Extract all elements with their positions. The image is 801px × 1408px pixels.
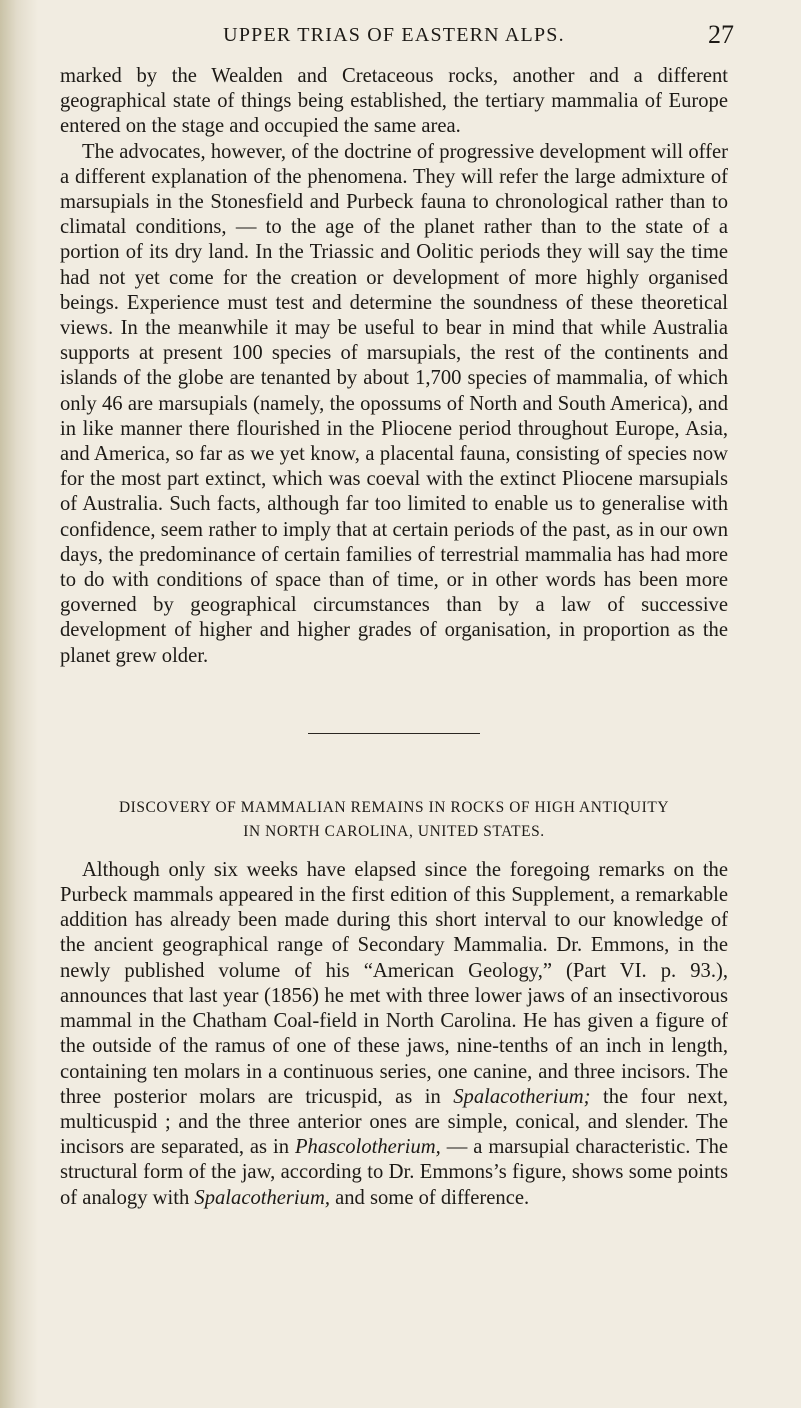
section-heading-line-2: IN NORTH CAROLINA, UNITED STATES. — [243, 822, 545, 840]
page-header — [60, 20, 734, 64]
text-run: and some of difference. — [329, 1186, 530, 1209]
section-heading-line-1: DISCOVERY OF MAMMALIAN REMAINS IN ROCKS OF HIGH ANTIQUITY — [118, 798, 670, 816]
running-title: UPPER TRIAS OF EASTERN ALPS. — [223, 24, 565, 46]
section-heading — [60, 796, 728, 844]
genus-name: Spalacotherium, — [194, 1186, 330, 1209]
genus-name: Phascolotherium, — [294, 1136, 441, 1159]
text-run: — a marsupial characteristic. The structural form of the jaw, according to Dr. Emmons’s figure, shows some points of analogy with — [60, 1136, 728, 1209]
paragraph-continuation: marked by the Wealden and Cretaceous rocks, another and a different geographical state of things being established, the tertiary mammalia of Europe entered on the stage and occupied the same area. — [60, 65, 728, 138]
section-body — [60, 858, 728, 1211]
page-number: 27 — [708, 20, 734, 49]
genus-name: Spalacotherium; — [453, 1085, 591, 1108]
text-run: the four next, multicuspid ; and the three anterior ones are simple, conical, and slender. The incisors are separated, as in — [60, 1085, 728, 1159]
section-divider — [308, 733, 480, 734]
paragraph-north-carolina-discovery — [60, 858, 728, 1211]
text-run: Although only six weeks have elapsed since the foregoing remarks on the Purbeck mammals appeared in the first edition of this Supplement, a remarkable addition has already been made during this short interval to our knowledge of the ancient geographical range of Secondary Mammalia. Dr. Emmons, in the newly published volume of his “American Geology,” (Part VI. p. 93.), announces that last year (1856) he met with three lower jaws of an insectivorous mammal in the Chatham Coal-field in North Carolina. He has given a figure of the outside of the ramus of one of these jaws, nine-tenths of an inch in length, containing ten molars in a continuous series, one canine, and three incisors. The three posterior molars are tricuspid, as in — [60, 858, 728, 1108]
paragraph-progressive-development: The advocates, however, of the doctrine of progressive development will offer a different explanation of the phenomena. They will refer the large admixture of marsupials in the Stonesfield and Purbeck fauna to chronological rather than to climatal conditions, — to the age of the planet rather than to the state of a portion of its dry land. In the Triassic and Oolitic periods they will say the time had not yet come for the creation or development of more highly organised beings. Experience must test and determine the soundness of these theoretical views. In the meanwhile it may be useful to bear in mind that while Australia supports at present 100 species of marsupials, the rest of the continents and islands of the globe are tenanted by about 1,700 species of mammalia, of which only 46 are marsupials (namely, the opossums of North and South America), and in like manner there flourished in the Pliocene period throughout Europe, Asia, and America, so far as we yet know, a placental fauna, consisting of species now for the most part extinct, which was coeval with the extinct Pliocene marsupials of Australia. Such facts, although far too limited to enable us to generalise with confidence, seem rather to imply that at certain periods of the past, as in our own days, the predominance of certain families of terrestrial mammalia has had more to do with conditions of space than of time, or in other words has been more governed by geographical circumstances than by a law of successive development of higher and higher grades of organisation, in proportion as the planet grew older. — [60, 140, 728, 667]
body-text — [60, 64, 728, 669]
book-page — [60, 20, 734, 1211]
page-edge-shadow — [0, 0, 38, 1408]
